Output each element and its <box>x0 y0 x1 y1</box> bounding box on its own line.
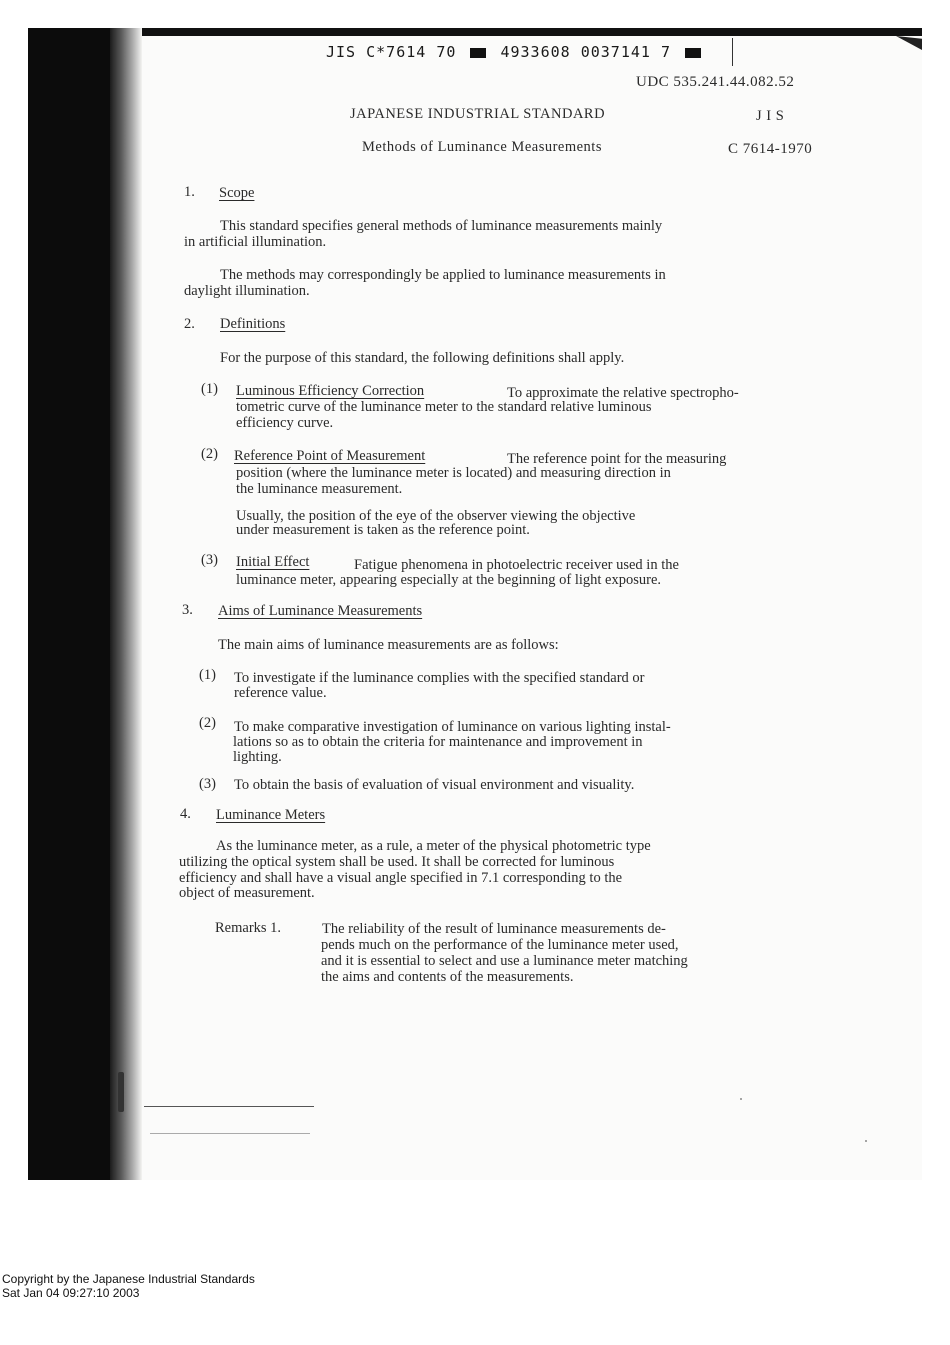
scan-shadow <box>110 28 142 1180</box>
udc-number: UDC 535.241.44.082.52 <box>636 74 795 90</box>
scan-smudge <box>118 1072 124 1112</box>
copyright-footer <box>2 1272 255 1300</box>
definition-2-line-3: the luminance measurement. <box>236 481 403 497</box>
definition-1-term: Luminous Efficiency Correction <box>236 383 425 399</box>
scope-paragraph-1-line-2: in artificial illumination. <box>184 234 327 250</box>
remarks-line-3: and it is essential to select and use a luminance meter matching <box>321 953 688 969</box>
definition-1-line-1: To approximate the relative spectropho- <box>507 385 739 401</box>
definition-1-line-2: tometric curve of the luminance meter to the standard relative luminous <box>236 399 652 415</box>
scope-paragraph-2-line-1: The methods may correspondingly be applied to luminance measurements in <box>220 267 666 283</box>
timestamp-line: Sat Jan 04 09:27:10 2003 <box>2 1286 140 1300</box>
aim-2-number: (2) <box>199 715 216 731</box>
scan-speck <box>740 1098 742 1100</box>
jis-mark: J I S <box>756 108 785 124</box>
section-2-number: 2. <box>184 316 195 332</box>
catalog-code-part2: 4933608 0037141 7 <box>500 43 671 61</box>
header-divider <box>732 38 733 66</box>
section-1-number: 1. <box>184 184 195 200</box>
black-block-icon <box>685 48 701 58</box>
definition-3-number: (3) <box>201 552 218 568</box>
definition-2-line-2: position (where the luminance meter is located) and measuring direction in <box>236 465 671 481</box>
scan-top-edge <box>142 28 922 36</box>
section-4-title: Luminance Meters <box>216 807 326 823</box>
definition-1-number: (1) <box>201 381 218 397</box>
section-2-title: Definitions <box>220 316 286 332</box>
section-4-number: 4. <box>180 806 191 822</box>
section-3-number: 3. <box>182 602 193 618</box>
remarks-line-1: The reliability of the result of luminance measurements de- <box>322 921 666 937</box>
aim-2-line-3: lighting. <box>233 749 282 765</box>
aim-3-line-1: To obtain the basis of evaluation of visual environment and visuality. <box>234 777 635 793</box>
standard-number: C 7614-1970 <box>728 141 813 157</box>
definition-1-line-3: efficiency curve. <box>236 415 334 431</box>
black-block-icon <box>470 48 486 58</box>
remarks-line-2: pends much on the performance of the luminance meter used, <box>321 937 679 953</box>
aim-1-line-2: reference value. <box>234 685 327 701</box>
section-1-title: Scope <box>219 185 255 201</box>
scanned-page <box>28 28 922 1180</box>
catalog-code-line <box>326 43 705 61</box>
aim-1-line-1: To investigate if the luminance complies with the specified standard or <box>234 670 645 686</box>
scan-corner-mark <box>896 36 922 50</box>
definitions-intro: For the purpose of this standard, the following definitions shall apply. <box>220 350 625 366</box>
scope-paragraph-1-line-1: This standard specifies general methods of luminance measurements mainly <box>220 218 663 234</box>
definition-3-line-2: luminance meter, appearing especially at the beginning of light exposure. <box>236 572 662 588</box>
scan-rule-mark <box>150 1133 310 1134</box>
aim-1-number: (1) <box>199 667 216 683</box>
definition-2-term: Reference Point of Measurement <box>234 448 426 464</box>
meters-paragraph-line-4: object of measurement. <box>179 885 315 901</box>
catalog-code-part1: JIS C*7614 70 <box>326 43 457 61</box>
scan-rule-mark <box>144 1106 314 1107</box>
aims-intro: The main aims of luminance measurements are as follows: <box>218 637 559 653</box>
scope-paragraph-2-line-2: daylight illumination. <box>184 283 310 299</box>
remarks-line-4: the aims and contents of the measurements. <box>321 969 574 985</box>
aim-3-number: (3) <box>199 776 216 792</box>
definition-2-note-line-1: Usually, the position of the eye of the observer viewing the objective <box>236 508 636 524</box>
definition-2-line-1: The reference point for the measuring <box>507 451 727 467</box>
remarks-label: Remarks 1. <box>215 920 282 936</box>
aim-2-line-1: To make comparative investigation of luminance on various lighting instal- <box>234 719 671 735</box>
document-title: Methods of Luminance Measurements <box>362 139 602 155</box>
meters-paragraph-line-2: utilizing the optical system shall be used. It shall be corrected for luminous <box>179 854 615 870</box>
definition-3-line-1: Fatigue phenomena in photoelectric receiver used in the <box>354 557 679 573</box>
section-3-title: Aims of Luminance Measurements <box>218 603 423 619</box>
definition-2-number: (2) <box>201 446 218 462</box>
scan-speck <box>865 1140 867 1142</box>
standard-type: JAPANESE INDUSTRIAL STANDARD <box>350 106 606 122</box>
meters-paragraph-line-1: As the luminance meter, as a rule, a meter of the physical photometric type <box>216 838 651 854</box>
definition-3-term: Initial Effect <box>236 554 310 570</box>
copyright-line: Copyright by the Japanese Industrial Standards <box>2 1272 255 1286</box>
aim-2-line-2: lations so as to obtain the criteria for maintenance and improvement in <box>233 734 643 750</box>
scan-dark-margin <box>28 28 110 1180</box>
definition-2-note-line-2: under measurement is taken as the reference point. <box>236 522 530 538</box>
meters-paragraph-line-3: efficiency and shall have a visual angle specified in 7.1 corresponding to the <box>179 870 623 886</box>
